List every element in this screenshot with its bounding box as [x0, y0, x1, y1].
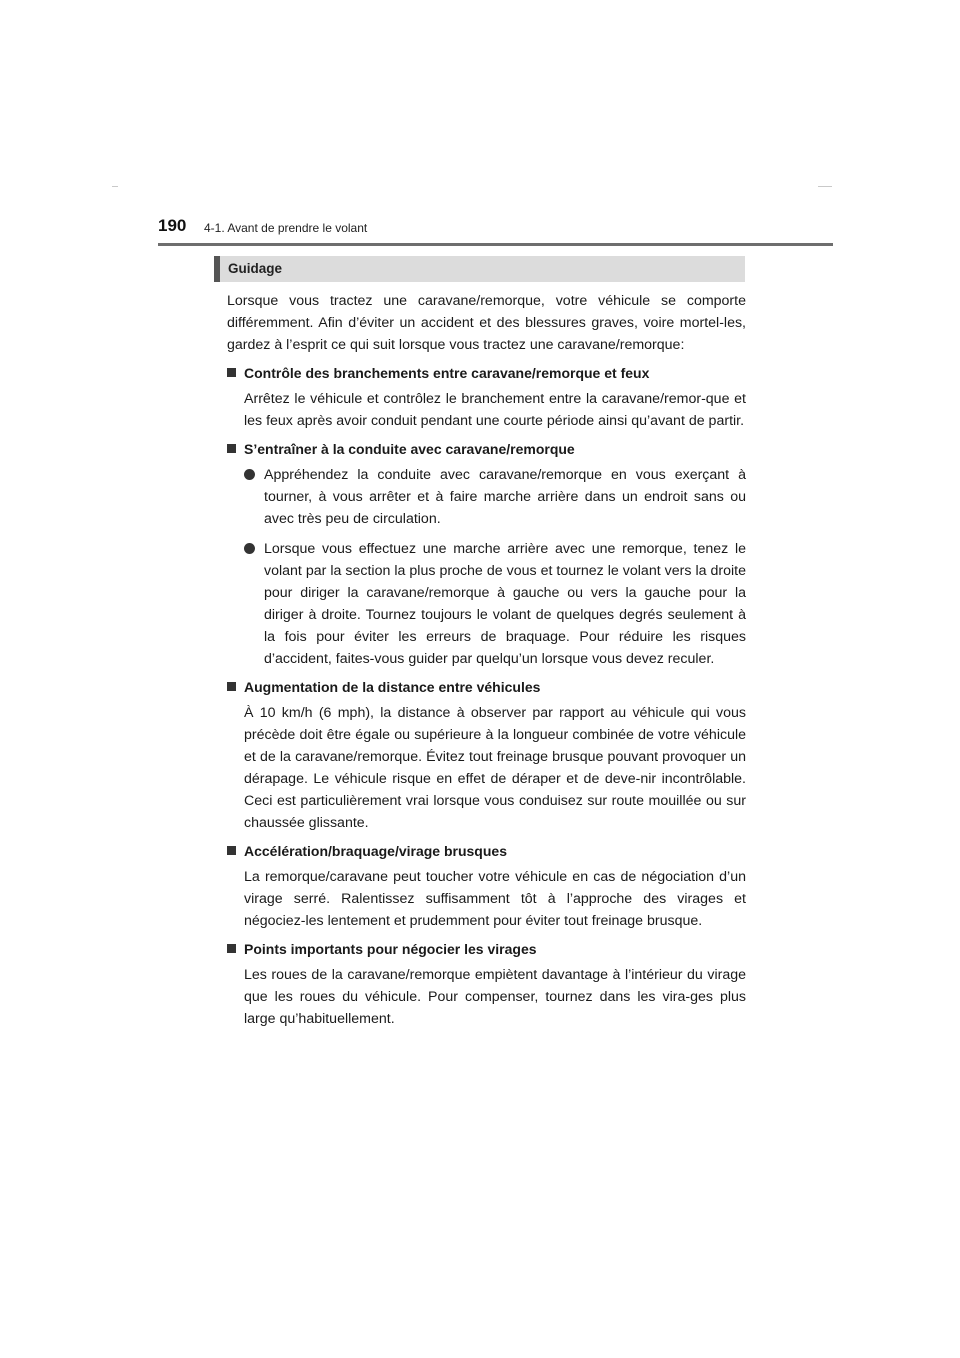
- subsection-body: Arrêtez le véhicule et contrôlez le branchement entre la caravane/remor-que et les feux après avoir conduit pendant une courte période ainsi qu’avant de partir.: [244, 391, 746, 429]
- square-bullet-icon: [227, 368, 236, 377]
- round-bullet-icon: [244, 469, 255, 480]
- subsection-body: Les roues de la caravane/remorque empiètent davantage à l’intérieur du virage que les roues du véhicule. Pour compenser, tournez dans les vira-ges plus large qu’habituellement.: [244, 967, 746, 1027]
- subsection-body: La remorque/caravane peut toucher votre véhicule en cas de négociation d’un virage serré. Ralentissez suffisamment tôt à l’approche des virages et négociez-les lentement et prudemment pour éviter tout freinage brusque.: [244, 869, 746, 929]
- section-title: Guidage: [228, 261, 283, 276]
- list-item-text: Appréhendez la conduite avec caravane/remorque en vous exerçant à tourner, à vous arrêter et à faire marche arrière dans un endroit sans ou avec très peu de circulation.: [264, 467, 746, 527]
- subsection-heading: [227, 438, 746, 460]
- section-title-bar: [214, 256, 745, 282]
- subsection-heading-text: Contrôle des branchements entre caravane/remorque et feux: [244, 365, 650, 381]
- square-bullet-icon: [227, 846, 236, 855]
- main-content: [214, 256, 746, 1030]
- intro-paragraph: Lorsque vous tractez une caravane/remorque, votre véhicule se comporte différemment. Afin d’éviter un accident et des blessures graves, voire mortel-les, gardez à l’esprit ce qui suit lorsque vous tractez une caravane/remorque:: [227, 293, 746, 353]
- round-bullet-icon: [244, 543, 255, 554]
- running-title: 4-1. Avant de prendre le volant: [204, 221, 368, 235]
- list-item: [244, 464, 746, 530]
- subsection-heading-text: Augmentation de la distance entre véhicules: [244, 679, 541, 695]
- subsection-heading-text: S’entraîner à la conduite avec caravane/remorque: [244, 441, 575, 457]
- square-bullet-icon: [227, 682, 236, 691]
- subsection-heading: [227, 676, 746, 698]
- subsection-heading-text: Points importants pour négocier les virages: [244, 941, 537, 957]
- list-item: [244, 538, 746, 670]
- list-item-text: Lorsque vous effectuez une marche arrière avec une remorque, tenez le volant par la section la plus proche de vous et tournez le volant vers la droite pour diriger la caravane/remorque à gauche ou vers la gauche pour la diriger à droite. Tournez toujours le volant de quelques degrés seulement à la fois pour éviter les erreurs de braquage. Pour réduire les risques d’accident, faites-vous guider par quelqu’un lorsque vous devez reculer.: [264, 541, 746, 667]
- square-bullet-icon: [227, 944, 236, 953]
- subsection-body: À 10 km/h (6 mph), la distance à observer par rapport au véhicule qui vous précède doit être égale ou supérieure à la longueur combinée de votre véhicule et de la caravane/remorque. Évitez tout freinage brusque pouvant provoquer un dérapage. Le véhicule risque en effet de déraper et de deve-nir incontrôlable. Ceci est particulièrement vrai lorsque vous conduisez sur route mouillée ou sur chaussée glissante.: [244, 705, 746, 831]
- page-number: 190: [158, 216, 187, 235]
- subsection-heading: [227, 362, 746, 384]
- subsection-heading: [227, 840, 746, 862]
- square-bullet-icon: [227, 444, 236, 453]
- subsection-heading: [227, 938, 746, 960]
- page-header: [0, 0, 960, 250]
- header-rule: [158, 243, 833, 246]
- subsection-heading-text: Accélération/braquage/virage brusques: [244, 843, 507, 859]
